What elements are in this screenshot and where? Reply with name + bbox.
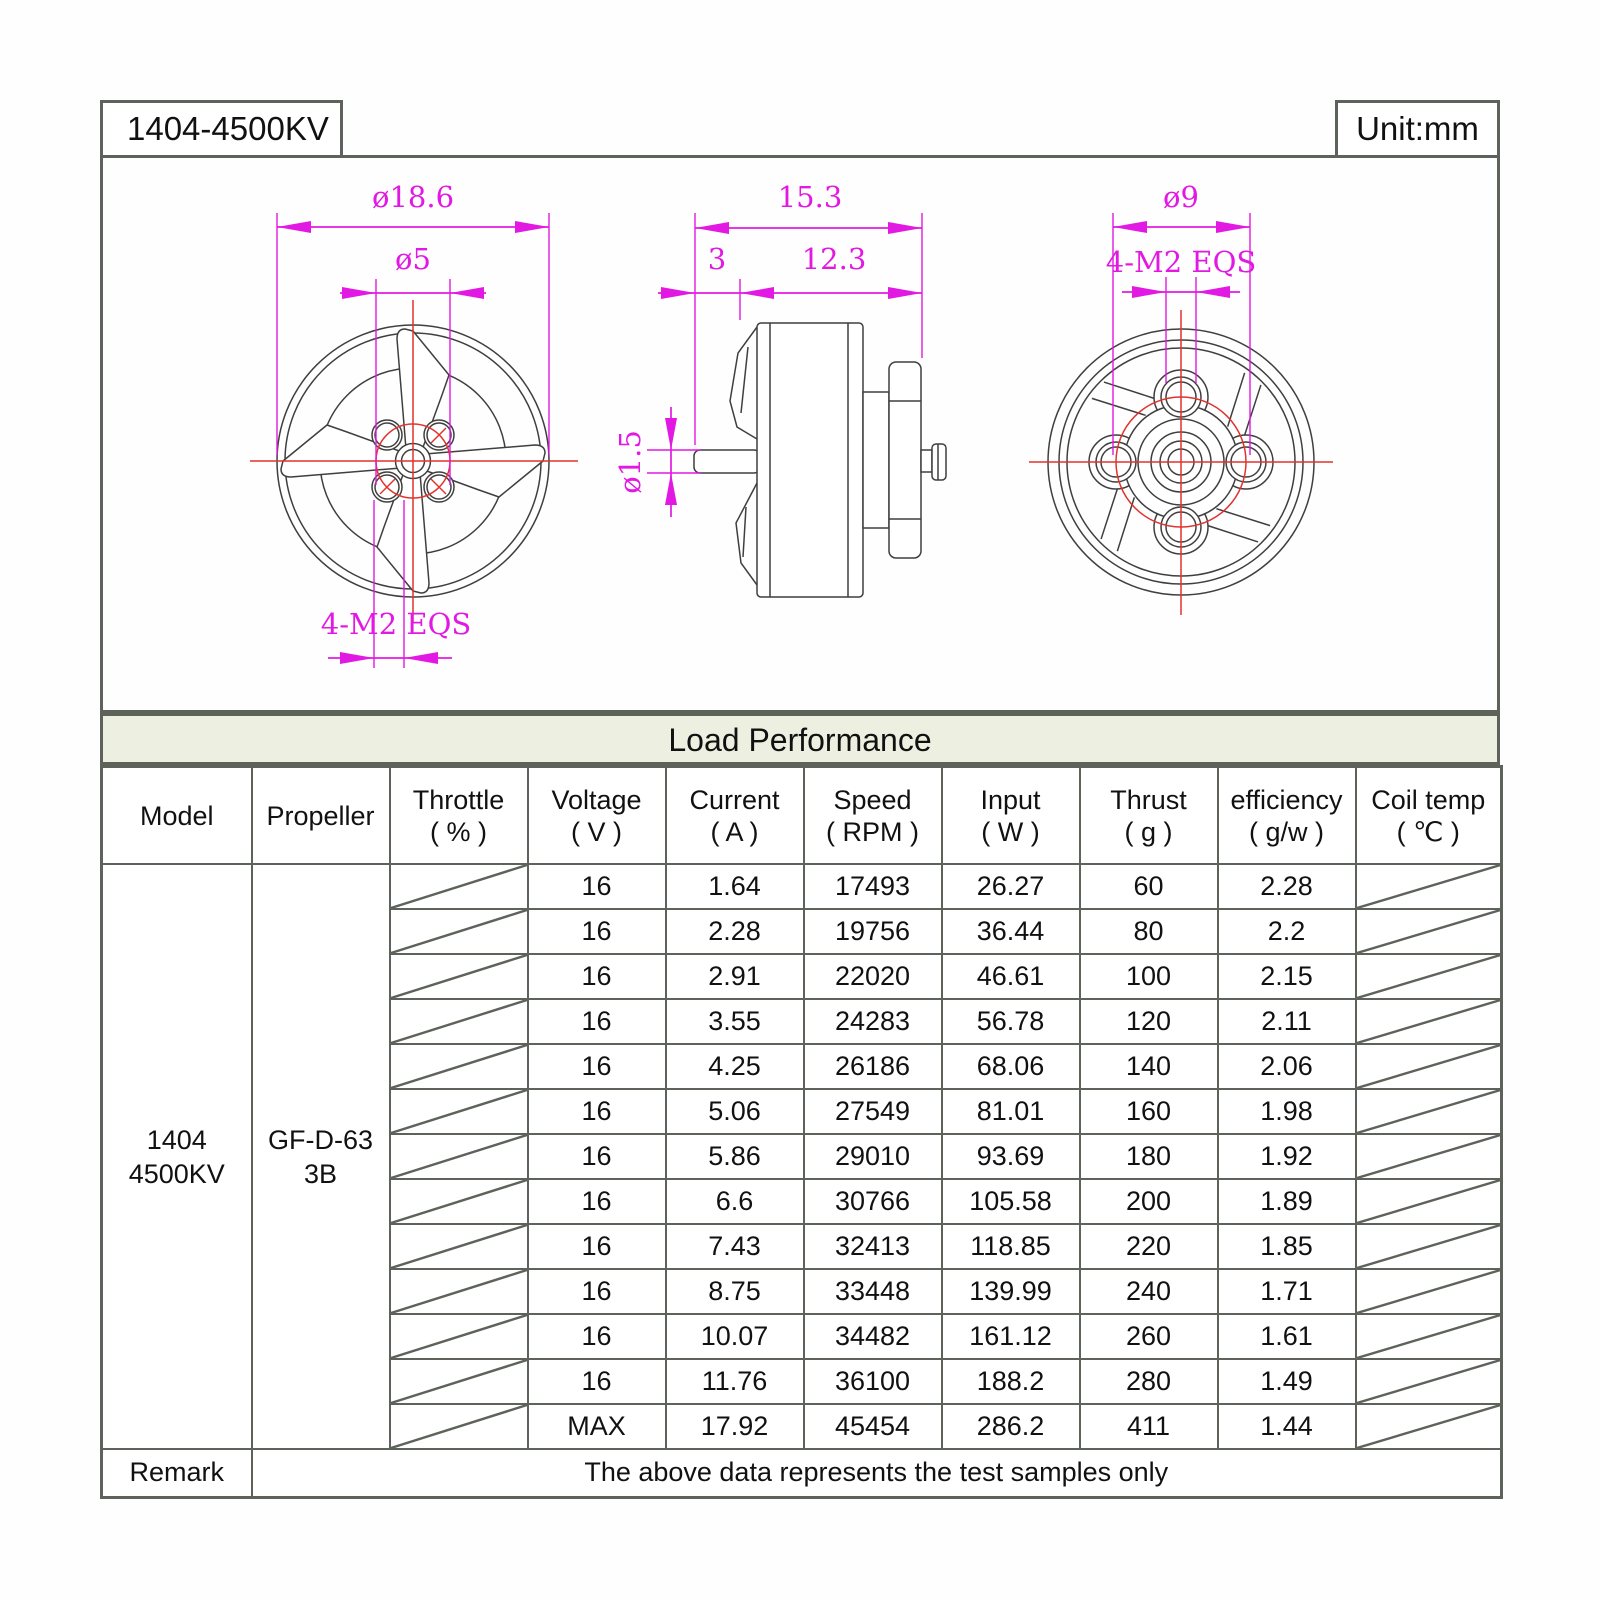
diagonal-slash [391, 1315, 527, 1358]
no-data-cell [1356, 864, 1502, 909]
header-row [102, 767, 1502, 865]
diagonal-slash [391, 1000, 527, 1043]
cell-current: 7.43 [666, 1224, 804, 1269]
cell-voltage: 16 [528, 864, 666, 909]
diagonal-slash [391, 1180, 527, 1223]
no-data-cell [1356, 1314, 1502, 1359]
no-data-cell [390, 954, 528, 999]
dim-side-body-length: 12.3 [801, 242, 867, 276]
no-data-cell [1356, 1224, 1502, 1269]
dim-front-bolt-circle: ø5 [395, 242, 431, 276]
col-header-propeller: Propeller [252, 767, 390, 865]
cell-speed: 34482 [804, 1314, 942, 1359]
cell-thrust: 100 [1080, 954, 1218, 999]
cell-voltage: 16 [528, 1089, 666, 1134]
no-data-cell [390, 1224, 528, 1269]
cell-current: 2.91 [666, 954, 804, 999]
no-data-cell [390, 1359, 528, 1404]
no-data-cell [390, 1404, 528, 1449]
no-data-cell [390, 1134, 528, 1179]
model-number-label: 1404-4500KV [100, 100, 343, 158]
diagonal-slash [391, 1270, 527, 1313]
remark-text: The above data represents the test samples only [252, 1449, 1502, 1497]
col-header-efficiency: efficiency ( g/w ) [1218, 767, 1356, 865]
diagonal-slash [391, 1405, 527, 1448]
col-header-coil-temp: Coil temp ( ℃ ) [1356, 767, 1502, 865]
col-header-input: Input ( W ) [942, 767, 1080, 865]
diagonal-slash [1357, 1090, 1501, 1133]
cell-current: 4.25 [666, 1044, 804, 1089]
cell-speed: 17493 [804, 864, 942, 909]
diagonal-slash [1357, 1000, 1501, 1043]
cell-efficiency: 2.2 [1218, 909, 1356, 954]
cell-efficiency: 1.85 [1218, 1224, 1356, 1269]
cell-speed: 29010 [804, 1134, 942, 1179]
dim-side-shaft-length: 3 [707, 242, 727, 276]
cell-thrust: 60 [1080, 864, 1218, 909]
cell-speed: 22020 [804, 954, 942, 999]
col-header-current: Current ( A ) [666, 767, 804, 865]
cell-efficiency: 1.71 [1218, 1269, 1356, 1314]
cell-speed: 36100 [804, 1359, 942, 1404]
cell-voltage: 16 [528, 999, 666, 1044]
cell-current: 2.28 [666, 909, 804, 954]
no-data-cell [1356, 1179, 1502, 1224]
remark-row [102, 1449, 1502, 1497]
cell-input: 105.58 [942, 1179, 1080, 1224]
dim-front-mount-note: 4-M2 EQS [320, 607, 472, 641]
no-data-cell [390, 1179, 528, 1224]
motor-shaft [694, 450, 760, 473]
model-cell: 1404 4500KV [102, 864, 252, 1449]
cell-voltage: 16 [528, 1179, 666, 1224]
cell-current: 17.92 [666, 1404, 804, 1449]
cell-thrust: 411 [1080, 1404, 1218, 1449]
diagonal-slash [1357, 1360, 1501, 1403]
cell-efficiency: 2.28 [1218, 864, 1356, 909]
front-view [250, 180, 578, 668]
no-data-cell [1356, 909, 1502, 954]
diagonal-slash [1357, 865, 1501, 908]
cell-thrust: 200 [1080, 1179, 1218, 1224]
cell-efficiency: 2.11 [1218, 999, 1356, 1044]
cell-voltage: 16 [528, 1224, 666, 1269]
motor-bell [757, 323, 863, 597]
no-data-cell [390, 999, 528, 1044]
diagonal-slash [1357, 1270, 1501, 1313]
diagonal-slash [1357, 1180, 1501, 1223]
cell-thrust: 160 [1080, 1089, 1218, 1134]
cell-voltage: 16 [528, 1044, 666, 1089]
cell-speed: 19756 [804, 909, 942, 954]
cell-thrust: 80 [1080, 909, 1218, 954]
cell-input: 56.78 [942, 999, 1080, 1044]
no-data-cell [390, 1044, 528, 1089]
dim-front-outer-diameter: ø18.6 [371, 180, 455, 214]
cell-input: 161.12 [942, 1314, 1080, 1359]
no-data-cell [1356, 1269, 1502, 1314]
cell-speed: 27549 [804, 1089, 942, 1134]
no-data-cell [1356, 1404, 1502, 1449]
cell-thrust: 120 [1080, 999, 1218, 1044]
no-data-cell [1356, 954, 1502, 999]
no-data-cell [390, 1314, 528, 1359]
diagonal-slash [391, 1360, 527, 1403]
rear-shaft-stub [921, 450, 932, 472]
cell-voltage: 16 [528, 909, 666, 954]
cell-efficiency: 1.89 [1218, 1179, 1356, 1224]
dim-side-shaft-diameter: ø1.5 [613, 430, 647, 494]
diagonal-slash [391, 955, 527, 998]
cell-voltage: 16 [528, 1269, 666, 1314]
diagonal-slash [1357, 955, 1501, 998]
no-data-cell [390, 1269, 528, 1314]
table-title: Load Performance [100, 713, 1500, 765]
col-header-voltage: Voltage ( V ) [528, 767, 666, 865]
diagonal-slash [391, 1090, 527, 1133]
cell-input: 26.27 [942, 864, 1080, 909]
cell-current: 6.6 [666, 1179, 804, 1224]
diagonal-slash [391, 1045, 527, 1088]
remark-label: Remark [102, 1449, 252, 1497]
col-header-speed: Speed ( RPM ) [804, 767, 942, 865]
cell-input: 93.69 [942, 1134, 1080, 1179]
cell-input: 286.2 [942, 1404, 1080, 1449]
propeller-cell: GF-D-63 3B [252, 864, 390, 1449]
cell-thrust: 240 [1080, 1269, 1218, 1314]
no-data-cell [1356, 1044, 1502, 1089]
col-header-thrust: Thrust ( g ) [1080, 767, 1218, 865]
cell-voltage: 16 [528, 1134, 666, 1179]
side-view [613, 180, 946, 597]
table-row [102, 864, 1502, 909]
cell-speed: 30766 [804, 1179, 942, 1224]
cell-input: 139.99 [942, 1269, 1080, 1314]
cell-input: 36.44 [942, 909, 1080, 954]
col-header-throttle: Throttle ( % ) [390, 767, 528, 865]
cell-speed: 33448 [804, 1269, 942, 1314]
cell-current: 10.07 [666, 1314, 804, 1359]
dim-side-total-length: 15.3 [777, 180, 843, 214]
cell-speed: 45454 [804, 1404, 942, 1449]
cell-input: 118.85 [942, 1224, 1080, 1269]
cell-current: 3.55 [666, 999, 804, 1044]
cell-efficiency: 1.98 [1218, 1089, 1356, 1134]
cell-efficiency: 1.92 [1218, 1134, 1356, 1179]
cell-voltage: 16 [528, 954, 666, 999]
no-data-cell [1356, 999, 1502, 1044]
dim-back-mount-note: 4-M2 EQS [1105, 245, 1257, 279]
cell-input: 46.61 [942, 954, 1080, 999]
cell-speed: 26186 [804, 1044, 942, 1089]
cell-efficiency: 1.44 [1218, 1404, 1356, 1449]
cell-thrust: 260 [1080, 1314, 1218, 1359]
cell-efficiency: 1.49 [1218, 1359, 1356, 1404]
mount-flange [889, 362, 921, 558]
no-data-cell [1356, 1134, 1502, 1179]
back-view [1029, 180, 1333, 615]
no-data-cell [1356, 1359, 1502, 1404]
engineering-drawing [100, 155, 1500, 713]
no-data-cell [390, 864, 528, 909]
diagonal-slash [1357, 1315, 1501, 1358]
cell-current: 11.76 [666, 1359, 804, 1404]
cell-efficiency: 2.15 [1218, 954, 1356, 999]
cell-thrust: 220 [1080, 1224, 1218, 1269]
diagonal-slash [1357, 910, 1501, 953]
cell-voltage: 16 [528, 1359, 666, 1404]
cell-voltage: MAX [528, 1404, 666, 1449]
cell-input: 188.2 [942, 1359, 1080, 1404]
col-header-model: Model [102, 767, 252, 865]
diagonal-slash [391, 1225, 527, 1268]
cell-thrust: 140 [1080, 1044, 1218, 1089]
diagonal-slash [1357, 1405, 1501, 1448]
no-data-cell [390, 909, 528, 954]
diagonal-slash [1357, 1045, 1501, 1088]
diagonal-slash [1357, 1225, 1501, 1268]
cell-speed: 24283 [804, 999, 942, 1044]
cell-speed: 32413 [804, 1224, 942, 1269]
cell-efficiency: 1.61 [1218, 1314, 1356, 1359]
unit-label: Unit:mm [1335, 100, 1500, 158]
cell-thrust: 280 [1080, 1359, 1218, 1404]
cell-input: 81.01 [942, 1089, 1080, 1134]
cell-thrust: 180 [1080, 1134, 1218, 1179]
diagonal-slash [1357, 1135, 1501, 1178]
load-performance-table [100, 765, 1503, 1499]
diagonal-slash [391, 910, 527, 953]
cell-current: 1.64 [666, 864, 804, 909]
cell-current: 8.75 [666, 1269, 804, 1314]
cell-efficiency: 2.06 [1218, 1044, 1356, 1089]
mount-hub [863, 392, 889, 528]
cell-current: 5.86 [666, 1134, 804, 1179]
cell-input: 68.06 [942, 1044, 1080, 1089]
cell-voltage: 16 [528, 1314, 666, 1359]
dim-back-bolt-circle: ø9 [1163, 180, 1199, 214]
no-data-cell [390, 1089, 528, 1134]
diagonal-slash [391, 1135, 527, 1178]
cell-current: 5.06 [666, 1089, 804, 1134]
diagonal-slash [391, 865, 527, 908]
back-centerlines [1029, 310, 1333, 615]
no-data-cell [1356, 1089, 1502, 1134]
